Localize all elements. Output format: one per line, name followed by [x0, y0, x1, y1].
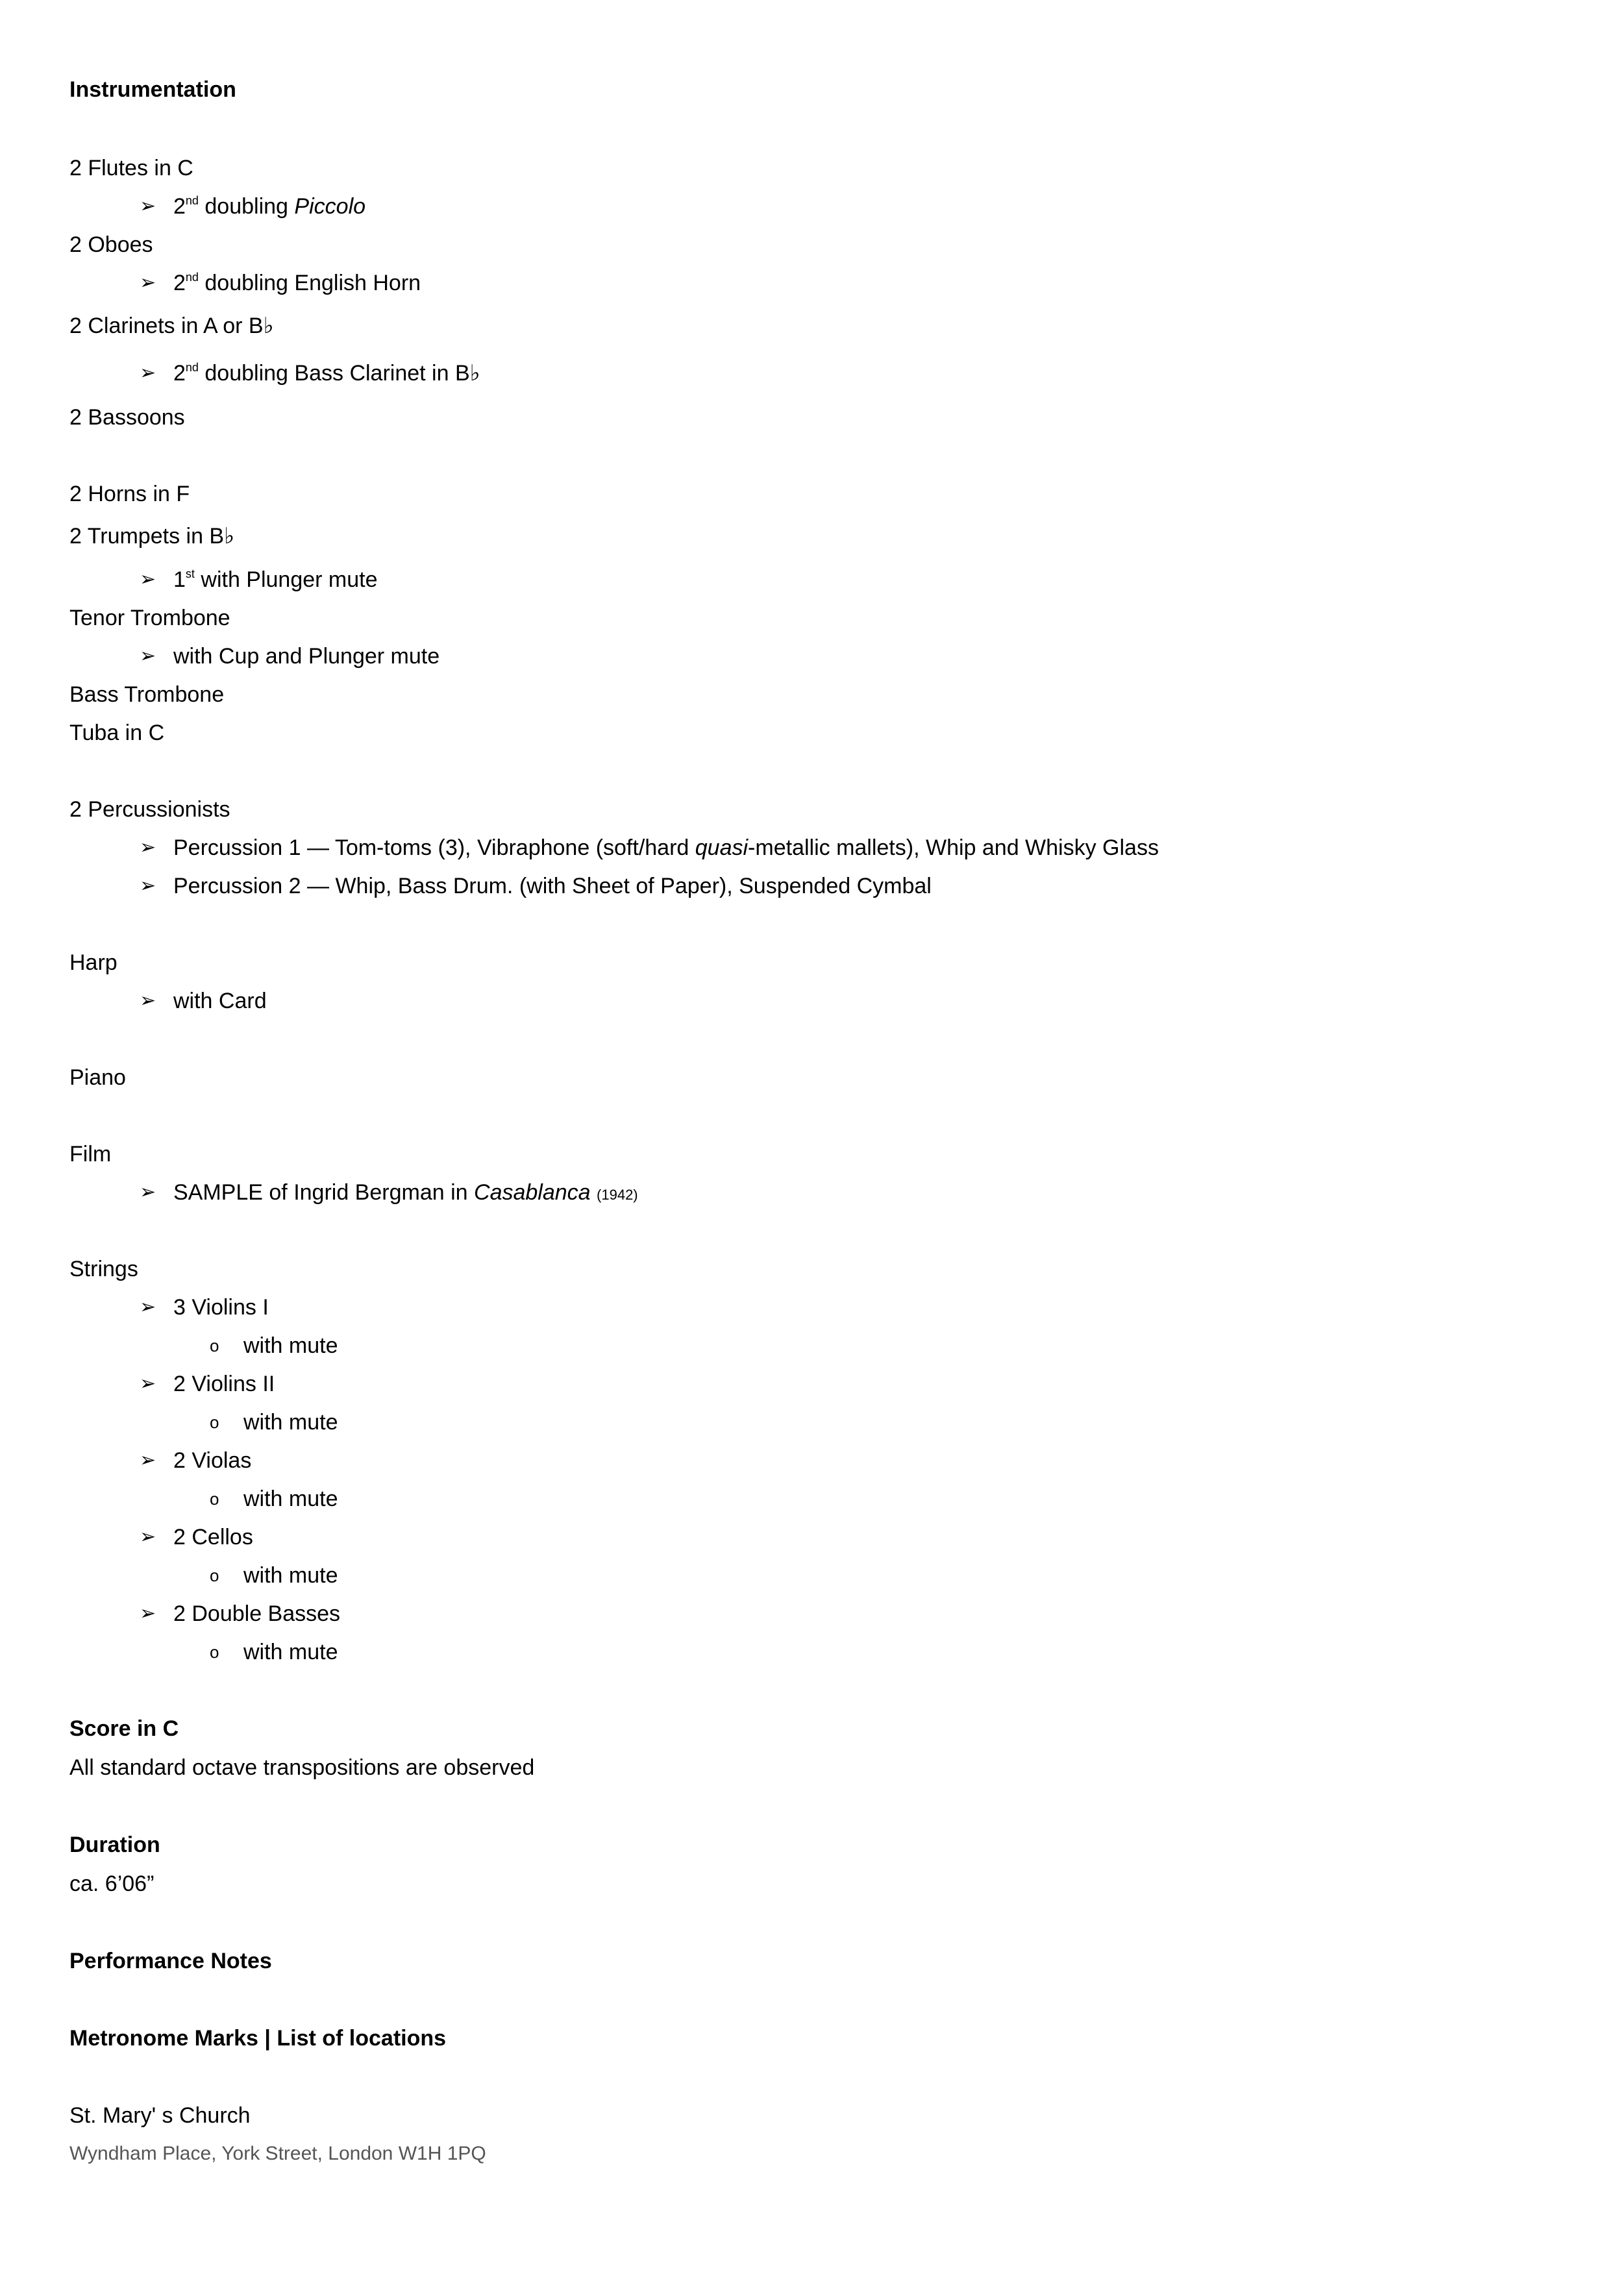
circle-bullet-icon: o	[210, 1413, 219, 1432]
arrow-bullet-icon: ➢	[140, 272, 156, 293]
film-line: Film	[69, 1142, 112, 1167]
strings-item: 3 Violins I	[173, 1295, 269, 1320]
circle-bullet-icon: o	[210, 1336, 219, 1355]
arrow-bullet-icon: ➢	[140, 1450, 156, 1471]
clarinets-doubling-note: 2nd doubling Bass Clarinet in B♭	[173, 361, 480, 386]
oboes-line: 2 Oboes	[69, 232, 153, 257]
clarinets-line: 2 Clarinets in A or B♭	[69, 314, 274, 338]
piano-line: Piano	[69, 1065, 126, 1090]
score-text: All standard octave transpositions are observed	[69, 1755, 535, 1780]
arrow-bullet-icon: ➢	[140, 1181, 156, 1203]
tenor-trombone-line: Tenor Trombone	[69, 606, 230, 630]
duration-heading: Duration	[69, 1833, 160, 1857]
arrow-bullet-icon: ➢	[140, 875, 156, 896]
trumpets-line: 2 Trumpets in B♭	[69, 524, 235, 549]
arrow-bullet-icon: ➢	[140, 569, 156, 590]
horns-line: 2 Horns in F	[69, 482, 190, 506]
tenor-trombone-note: with Cup and Plunger mute	[173, 644, 440, 669]
oboes-doubling-note: 2nd doubling English Horn	[173, 271, 421, 295]
harp-line: Harp	[69, 950, 118, 975]
circle-bullet-icon: o	[210, 1642, 219, 1662]
arrow-bullet-icon: ➢	[140, 1603, 156, 1624]
arrow-bullet-icon: ➢	[140, 990, 156, 1011]
strings-item: 2 Violas	[173, 1448, 252, 1473]
location-address: Wyndham Place, York Street, London W1H 1PQ	[69, 2143, 486, 2164]
strings-subitem: with mute	[243, 1563, 338, 1588]
strings-item: 2 Double Basses	[173, 1601, 341, 1626]
arrow-bullet-icon: ➢	[140, 362, 156, 384]
trumpets-mute-note: 1st with Plunger mute	[173, 567, 378, 592]
performance-notes-heading: Performance Notes	[69, 1949, 272, 1973]
percussion-2-note: Percussion 2 — Whip, Bass Drum. (with Sheet of Paper), Suspended Cymbal	[173, 874, 932, 898]
instrumentation-heading: Instrumentation	[69, 77, 236, 102]
strings-line: Strings	[69, 1257, 138, 1281]
tuba-line: Tuba in C	[69, 721, 165, 745]
strings-item: 2 Violins II	[173, 1372, 275, 1396]
flutes-line: 2 Flutes in C	[69, 156, 193, 180]
percussion-1-note: Percussion 1 — Tom-toms (3), Vibraphone (soft/hard quasi-metallic mallets), Whip and Whisky Glass	[173, 835, 1159, 860]
strings-subitem: with mute	[243, 1640, 338, 1664]
arrow-bullet-icon: ➢	[140, 195, 156, 217]
bassoons-line: 2 Bassoons	[69, 405, 185, 430]
strings-item: 2 Cellos	[173, 1525, 253, 1549]
arrow-bullet-icon: ➢	[140, 645, 156, 667]
metronome-heading: Metronome Marks | List of locations	[69, 2026, 447, 2051]
arrow-bullet-icon: ➢	[140, 1296, 156, 1318]
arrow-bullet-icon: ➢	[140, 1526, 156, 1548]
arrow-bullet-icon: ➢	[140, 1373, 156, 1394]
percussionists-line: 2 Percussionists	[69, 797, 230, 822]
duration-text: ca. 6’06”	[69, 1871, 155, 1896]
strings-subitem: with mute	[243, 1487, 338, 1511]
circle-bullet-icon: o	[210, 1489, 219, 1509]
flutes-doubling-note: 2nd doubling Piccolo	[173, 194, 366, 219]
film-sample-note: SAMPLE of Ingrid Bergman in Casablanca (1942)	[173, 1180, 638, 1205]
score-heading: Score in C	[69, 1716, 179, 1741]
harp-note: with Card	[173, 989, 267, 1013]
bass-trombone-line: Bass Trombone	[69, 682, 225, 707]
location-name: St. Mary' s Church	[69, 2103, 251, 2128]
arrow-bullet-icon: ➢	[140, 837, 156, 858]
strings-subitem: with mute	[243, 1410, 338, 1435]
circle-bullet-icon: o	[210, 1566, 219, 1585]
strings-subitem: with mute	[243, 1333, 338, 1358]
